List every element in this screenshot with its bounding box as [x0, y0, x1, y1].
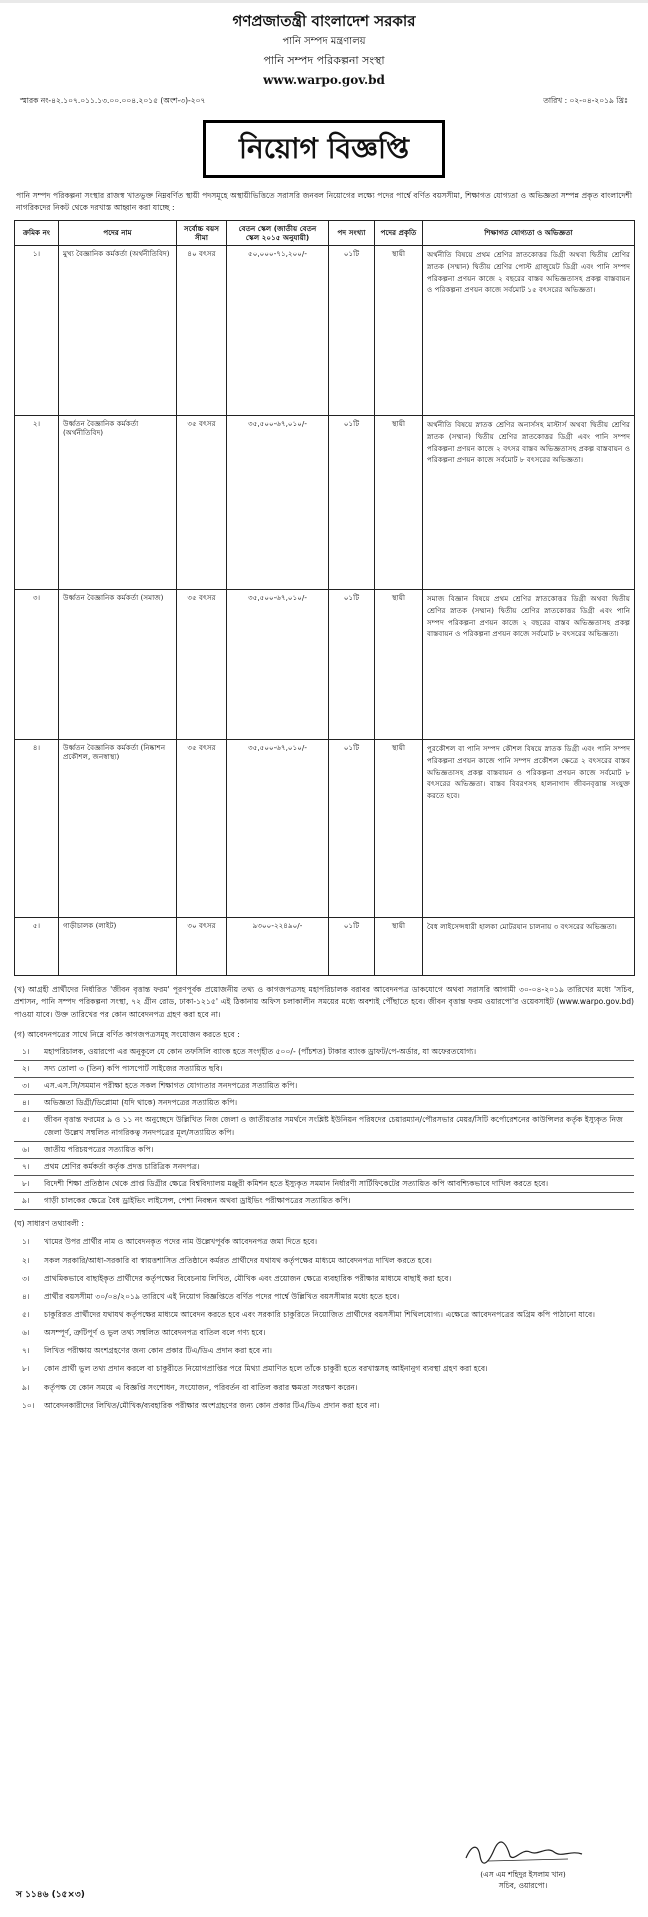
section-ga	[14, 1029, 634, 1211]
cell-scale: ৩৫,৫০০-৬৭,০১০/-	[227, 590, 329, 740]
cell-scale: ৯৩০০-২২৪৯০/-	[227, 918, 329, 976]
list-item: ১। খামের উপর প্রার্থীর নাম ও আবেদনকৃত পদের নাম উল্লেখপূর্বক আবেদনপত্র জমা দিতে হবে।	[22, 1237, 318, 1247]
cell-age: ৪০ বৎসর	[177, 246, 227, 416]
documents-list	[14, 1044, 634, 1210]
table-row	[15, 590, 635, 740]
table-row	[15, 246, 635, 416]
cell-count: ০১টি	[329, 246, 375, 416]
list-item: ৯। কর্তৃপক্ষ যে কোন সময়ে এ বিজ্ঞপ্তি সংশোধন, সংযোজন, পরিবর্তন বা বাতিল করার ক্ষমতা সংরক্ষণ করেন।	[22, 1382, 358, 1392]
section-gha-heading: (ঘ) সাধারণ তথ্যাবলী :	[14, 1219, 84, 1229]
top-edge	[0, 0, 648, 3]
letterhead	[14, 12, 634, 88]
list-item: ৯। গাড়ী চালকের ক্ষেত্রে বৈধ ড্রাইভিং লাইসেন্স, পেশা নিবন্ধন অথবা ড্রাইভিং পরীক্ষাপত্রের সত্যায়িত কপি।	[14, 1193, 634, 1210]
cell-serial: ২।	[15, 416, 59, 590]
list-item: ৬। অসম্পূর্ণ, ত্রুটিপূর্ণ ও ভুল তথ্য সম্বলিত আবেদনপত্র বাতিল বলে গণ্য হবে।	[22, 1328, 266, 1338]
posts-table	[14, 220, 635, 977]
cell-scale: ৩৫,৫০০-৬৭,০১০/-	[227, 416, 329, 590]
list-item: ১। মহাপরিচালক, ওয়ারপো এর অনুকূলে যে কোন তফসিলি ব্যাংক হতে সংগৃহীত ৫০০/- (পাঁচশত) টাকার ব্যাংক ড্রাফট/পে-অর্ডার, যা অফেরতযোগ্য।	[14, 1044, 634, 1061]
list-item: ৩। এস.এস.সি/সমমান পরীক্ষা হতে সকল শিক্ষাগত যোগ্যতার সনদপত্রের সত্যায়িত কপি।	[14, 1078, 634, 1095]
col-scale: বেতন স্কেল (জাতীয় বেতন স্কেল ২০১৫ অনুযায়ী)	[227, 220, 329, 246]
cell-qualification: পুরকৌশল বা পানি সম্পদ কৌশল বিষয়ে স্নাতক ডিগ্রী এবং পানি সম্পদ পরিকল্পনা প্রণয়ন কাজে পানি সম্পদ প্রকৌশল ক্ষেত্রে ২ বৎসরের বাস্তব অভিজ্ঞতাসহ প্রকল্প বাস্তবায়ন ও পরিকল্পনা প্রণয়ন কাজে সর্বমোট ৮ বৎসরের অভিজ্ঞতা। বাস্তব বিবরণসহ হালনাগাদ জীবনবৃত্তান্ত সংযুক্ত করতে হবে।	[423, 740, 635, 918]
general-info-list	[14, 1233, 634, 1414]
publication-code: স ১১৪৬ (১৫×৩)	[16, 1890, 85, 1900]
cell-qualification: অর্থনীতি বিষয়ে স্নাতক শ্রেণির অনার্সসহ মাস্টার্স অথবা দ্বিতীয় শ্রেণির স্নাতক (সম্মান) দ্বিতীয় শ্রেণির স্নাতকোত্তর ডিগ্রী এবং পানি সম্পদ পরিকল্পনা প্রণয়ন কাজে ২ বৎসর বাস্তব অভিজ্ঞতাসহ প্রকল্প বাস্তবায়ন ও পরিকল্পনা প্রণয়ন কাজে সর্বমোট ৮ বৎসরের অভিজ্ঞতা।	[423, 416, 635, 590]
cell-serial: ১।	[15, 246, 59, 416]
signatory-designation: সচিব, ওয়ারপো।	[498, 1881, 548, 1891]
ministry-name: পানি সম্পদ মন্ত্রণালয়	[282, 36, 366, 48]
cell-qualification: বৈধ লাইসেন্সধারী হালকা মোটরযান চালনায় ৩ বৎসরের অভিজ্ঞতা।	[423, 918, 635, 976]
cell-nature: স্থায়ী	[375, 590, 423, 740]
cell-nature: স্থায়ী	[375, 918, 423, 976]
col-qualification: শিক্ষাগত যোগ্যতা ও অভিজ্ঞতা	[423, 220, 635, 246]
list-item: ৬। জাতীয় পরিচয়পত্রের সত্যায়িত কপি।	[14, 1142, 634, 1159]
cell-post: উর্ধ্বতন বৈজ্ঞানিক কর্মকর্তা (অর্থনীতিবিদ)	[59, 416, 177, 590]
cell-post: উর্ধ্বতন বৈজ্ঞানিক কর্মকর্তা (সমাজ)	[59, 590, 177, 740]
table-row	[15, 740, 635, 918]
table-header-row	[15, 220, 635, 246]
cell-serial: ৫।	[15, 918, 59, 976]
table-row	[15, 416, 635, 590]
handwritten-signature	[458, 1838, 588, 1866]
section-gha	[14, 1218, 634, 1415]
col-count: পদ সংখ্যা	[329, 220, 375, 246]
cell-count: ০১টি	[329, 740, 375, 918]
cell-nature: স্থায়ী	[375, 246, 423, 416]
cell-count: ০১টি	[329, 590, 375, 740]
cell-post: উর্ধ্বতন বৈজ্ঞানিক কর্মকর্তা (নিষ্কাশন প্রকৌশল, জনস্বাস্থ্য)	[59, 740, 177, 918]
list-item: ১০। আবেদনকারীদের লিখিত/মৌখিক/ব্যবহারিক পরীক্ষার অংশগ্রহণের জন্য কোন প্রকার টিএ/ডিএ প্রদান করা হবে না।	[22, 1400, 380, 1410]
section-ga-heading: (গ) আবেদনপত্রের সাথে নিম্নে বর্ণিত কাগজপত্রসমূহ সংযোজন করতে হবে :	[14, 1029, 240, 1039]
list-item: ৭। লিখিত পরীক্ষায় অংশগ্রহণের জন্য কোন প্রকার টিএ/ডিএ প্রদান করা হবে না।	[22, 1346, 272, 1356]
list-item: ৮। বিদেশী শিক্ষা প্রতিষ্ঠান থেকে প্রাপ্ত ডিগ্রীর ক্ষেত্রে বিশ্ববিদ্যালয় মঞ্জুরী কমিশন হতে ইস্যুকৃত সমমান নির্ধারণী সার্টিফিকেটের সত্যায়িত কপি আবশ্যিকভাবে দাখিল করতে হবে।	[14, 1176, 634, 1193]
memo-date: তারিখ : ০২-০৪-২০১৯ খ্রিঃ	[543, 96, 628, 106]
memo-line	[14, 96, 634, 106]
col-post: পদের নাম	[59, 220, 177, 246]
cell-serial: ৩।	[15, 590, 59, 740]
cell-nature: স্থায়ী	[375, 740, 423, 918]
cell-count: ০১টি	[329, 918, 375, 976]
list-item: ৩। প্রাথমিকভাবে বাছাইকৃত প্রার্থীদের কর্তৃপক্ষের বিবেচনায় লিখিত, মৌখিক এবং প্রয়োজন ক্ষেত্রে ব্যবহারিক পরীক্ষার মাধ্যমে বাছাই করা হবে।	[22, 1273, 452, 1283]
list-item: ২। সদ্য তোলা ৩ (তিন) কপি পাসপোর্ট সাইজের সত্যায়িত ছবি।	[14, 1061, 634, 1078]
list-item: ৭। প্রথম শ্রেণির কর্মকর্তা কর্তৃক প্রদত্ত চারিত্রিক সনদপত্র।	[14, 1159, 634, 1176]
col-age: সর্বোচ্চ বয়স সীমা	[177, 220, 227, 246]
col-serial: ক্রমিক নং	[15, 220, 59, 246]
notice-title: নিয়োগ বিজ্ঞপ্তি	[203, 120, 445, 178]
list-item: ৪। প্রার্থীর বয়সসীমা ৩০/০৪/২০১৯ তারিখে এই নিয়োগ বিজ্ঞপ্তিতে বর্ণিত পদের পার্শ্বে উল্লিখিত বয়সসীমার মধ্যে হতে হবে।	[22, 1291, 400, 1301]
section-kha	[14, 984, 634, 1020]
table-row	[15, 918, 635, 976]
signatory-name: (এস এম শহিদুর ইসলাম খান)	[480, 1870, 566, 1880]
cell-post: গাড়ীচালক (লাইট)	[59, 918, 177, 976]
list-item: ২। সকল সরকারি/আধা-সরকারি বা স্বায়ত্তশাসিত প্রতিষ্ঠানে কর্মরত প্রার্থীদের যথাযথ কর্তৃপক্ষের মাধ্যমে আবেদনপত্র দাখিল করতে হবে।	[22, 1255, 432, 1265]
organization-name: পানি সম্পদ পরিকল্পনা সংস্থা	[263, 53, 385, 67]
cell-qualification: সমাজ বিজ্ঞান বিষয়ে প্রথম শ্রেণির স্নাতকোত্তর ডিগ্রী অথবা দ্বিতীয় শ্রেণির স্নাতক (সম্মান) দ্বিতীয় শ্রেণির স্নাতকোত্তর ডিগ্রী এবং পানি সম্পদ পরিকল্পনা প্রণয়ন কাজে ২ বছরের বাস্তব অভিজ্ঞতাসহ প্রকল্প বাস্তবায়ন ও পরিকল্পনা প্রণয়ন কাজে সর্বমোট ৮ বৎসরের অভিজ্ঞতা।	[423, 590, 635, 740]
cell-age: ৩৫ বৎসর	[177, 590, 227, 740]
signature-block	[458, 1838, 588, 1891]
cell-age: ৩৫ বৎসর	[177, 416, 227, 590]
application-instructions: (খ) আগ্রহী প্রার্থীদের নির্ধারিত 'জীবন বৃত্তান্ত ফরম' পূরণপূর্বক প্রয়োজনীয় তথ্য ও কাগজপত্রসহ মহাপরিচালক বরাবর আবেদনপত্র ডাকযোগে অথবা সরাসরি আগামী ৩০-০৪-২০১৯ তারিখের মধ্যে 'সচিব, প্রশাসন, পানি সম্পদ পরিকল্পনা সংস্থা, ৭২ গ্রীন রোড, ঢাকা-১২১৫' এই ঠিকানায় অফিস চলাকালীন সময়ের মধ্যে অবশ্যই পৌঁছাতে হবে। জীবন বৃত্তান্ত ফরম ওয়ারপো'র ওয়েবসাইট (www.warpo.gov.bd) পাওয়া যাবে। উক্ত তারিখের পর কোন আবেদনপত্র গ্রহণ করা হবে না।	[14, 985, 634, 1019]
list-item: ৮। কোন প্রার্থী ভুল তথ্য প্রদান করলে বা চাকুরীতে নিয়োগপ্রাপ্তির পরে মিথ্যা প্রমাণিত হলে তাঁকে চাকুরী হতে বরখাস্তসহ আইনানুগ ব্যবস্থা গ্রহণ করা হবে।	[22, 1364, 488, 1374]
list-item: ৪। অভিজ্ঞতা ডিগ্রী/ডিপ্লোমা (যদি থাকে) সনদপত্রের সত্যায়িত কপি।	[14, 1095, 634, 1112]
cell-age: ৩৫ বৎসর	[177, 740, 227, 918]
cell-nature: স্থায়ী	[375, 416, 423, 590]
government-name: গণপ্রজাতন্ত্রী বাংলাদেশ সরকার	[232, 12, 416, 30]
cell-count: ০১টি	[329, 416, 375, 590]
col-nature: পদের প্রকৃতি	[375, 220, 423, 246]
cell-scale: ৩৫,৫০০-৬৭,০১০/-	[227, 740, 329, 918]
cell-age: ৩০ বৎসর	[177, 918, 227, 976]
cell-post: মুখ্য বৈজ্ঞানিক কর্মকর্তা (অর্থনীতিবিদ)	[59, 246, 177, 416]
cell-scale: ৫০,০০০-৭১,২০০/-	[227, 246, 329, 416]
list-item: ৫। জীবন বৃত্তান্ত ফরমের ৯ ও ১১ নং অনুচ্ছেদে উল্লিখিত নিজ জেলা ও জাতীয়তার সমর্থনে সংশ্লিষ্ট ইউনিয়ন পরিষদের চেয়ারম্যান/পৌরসভার মেয়র/সিটি কর্পোরেশনের কাউন্সিলর কর্তৃক ইস্যুকৃত নিজ জেলা উল্লেখ সম্বলিত নাগরিকত্ব সনদপত্রের মূল/সত্যায়িত কপি।	[14, 1112, 634, 1141]
cell-serial: ৪।	[15, 740, 59, 918]
website-link[interactable]: www.warpo.gov.bd	[263, 73, 385, 88]
memo-reference: স্মারক নং-৪২.১০৭.০১১.১৩.০০.০০৪.২০১৫ (অংশ-৩)-২০৭	[20, 96, 206, 106]
intro-paragraph: পানি সম্পদ পরিকল্পনা সংস্থার রাজস্ব খাতভুক্ত নিম্নবর্ণিত স্থায়ী পদসমূহে অস্থায়ীভিত্তিতে সরাসরি জনবল নিয়োগের লক্ষ্যে পদের পার্শ্বে বর্ণিত বয়সসীমা, শিক্ষাগত যোগ্যতা ও অভিজ্ঞতা সম্পন্ন প্রকৃত বাংলাদেশী নাগরিকদের নিকট থেকে দরখাস্ত আহ্বান করা যাচ্ছে :	[16, 191, 632, 212]
cell-qualification: অর্থনীতি বিষয়ে প্রথম শ্রেণির স্নাতকোত্তর ডিগ্রী অথবা দ্বিতীয় শ্রেণির স্নাতক (সম্মান) দ্বিতীয় শ্রেণির পোস্ট গ্রাজুয়েট ডিগ্রী এবং পানি সম্পদ পরিকল্পনা প্রণয়ন কাজে ২ বছরের বাস্তব অভিজ্ঞতাসহ প্রকল্প বাস্তবায়ন ও পরিকল্পনা প্রণয়ন কাজে সর্বমোট ১৫ বৎসরের অভিজ্ঞতা।	[423, 246, 635, 416]
list-item: ৫। চাকুরিরত প্রার্থীদের যথাযথ কর্তৃপক্ষের মাধ্যমে আবেদন করতে হবে এবং সরকারি চাকুরিতে নিয়োজিত প্রার্থীদের বয়সসীমা শিথিলযোগ্য। এক্ষেত্রে আবেদনপত্রের অগ্রিম কপি পাঠানো যাবে।	[22, 1309, 596, 1319]
